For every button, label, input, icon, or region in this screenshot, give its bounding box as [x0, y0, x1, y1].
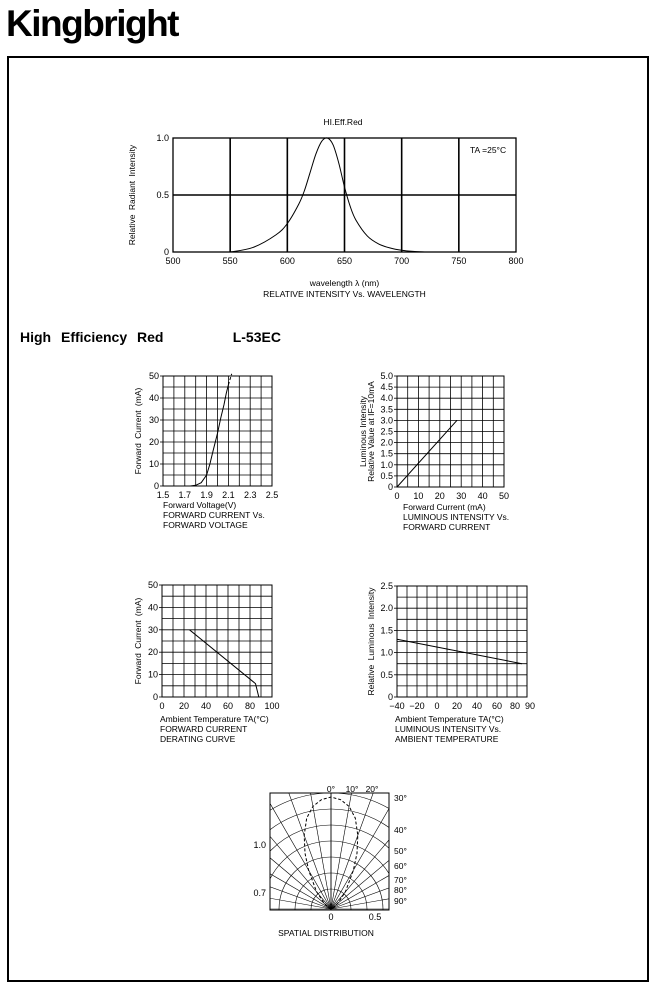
temp-ytick-label: 0 — [387, 692, 393, 702]
derating-ylabel: Forward Current (mA) — [133, 597, 143, 685]
derating-xtick-label: 40 — [200, 701, 212, 711]
spectrum-xtick-label: 650 — [336, 256, 353, 266]
li-ytick-label: 1.0 — [380, 459, 393, 470]
iv-caption: FORWARD VOLTAGE — [163, 520, 248, 530]
spectrum-xtick-label: 750 — [451, 256, 467, 266]
spatial-radial-line — [331, 809, 504, 909]
temp-xtick-label: −20 — [409, 701, 425, 711]
iv-caption: FORWARD CURRENT Vs. — [163, 510, 265, 520]
iv-xlabel: Forward Voltage(V) — [163, 500, 237, 510]
li-ytick-label: 3.0 — [380, 415, 393, 426]
iv-xtick-label: 2.5 — [265, 490, 279, 500]
temp-series-line-0 — [397, 639, 522, 663]
spectrum-ytick-label: 0 — [163, 247, 169, 257]
li-ytick-label: 2.5 — [380, 426, 393, 437]
derating-ytick-label: 50 — [147, 580, 158, 590]
iv-chart — [133, 371, 278, 530]
li-xtick-label: 50 — [498, 491, 510, 501]
spectrum-ytick-label: 1.0 — [156, 133, 169, 143]
iv-xtick-label: 2.1 — [222, 490, 235, 500]
temp-xtick-label: 20 — [451, 701, 463, 711]
iv-xtick-label: 2.3 — [243, 490, 257, 500]
li-xtick-label: 30 — [456, 491, 467, 501]
temp-caption: AMBIENT TEMPERATURE — [395, 734, 499, 744]
spectrum-annotation: TA =25°C — [470, 145, 507, 155]
derating-ytick-label: 0 — [152, 692, 158, 702]
li-ytick-label: 5.0 — [380, 371, 393, 381]
spatial-frame — [270, 793, 389, 910]
temp-ylabel: Relative Luminous Intensity — [366, 587, 376, 696]
spatial-radial-line — [158, 809, 331, 909]
temp-ytick-label: 0.5 — [380, 669, 393, 680]
spectrum-ytick-label: 0.5 — [156, 190, 169, 200]
temp-xtick-label: 40 — [471, 701, 483, 711]
temp-ytick-label: 1.5 — [380, 625, 393, 636]
derating-xtick-label: 100 — [264, 701, 280, 711]
spatial-caption: SPATIAL DISTRIBUTION — [278, 928, 374, 938]
spectrum-chart — [127, 117, 524, 299]
spatial-angle-label: 20° — [365, 784, 379, 794]
iv-ytick-label: 30 — [148, 415, 159, 425]
spatial-angle-label: 0° — [326, 784, 336, 794]
temp-xtick-label: 90 — [524, 701, 536, 711]
li-ylabel-line2: Relative Value at IF=10mA — [366, 381, 376, 482]
li-caption: LUMINOUS INTENSITY Vs. — [403, 512, 510, 522]
derating-caption: FORWARD CURRENT — [160, 724, 248, 734]
part-number: L-53EC — [232, 329, 281, 345]
brand-logo: Kingbright — [6, 3, 179, 44]
derating-ytick-label: 40 — [147, 602, 158, 613]
iv-ylabel: Forward Current (mA) — [133, 387, 143, 475]
spatial-angle-label: 60° — [394, 861, 407, 871]
li-caption: FORWARD CURRENT — [403, 522, 491, 532]
li-xtick-label: 20 — [434, 491, 445, 501]
section-title: High Efficiency Red — [20, 329, 164, 345]
spatial-angle-label: 90° — [394, 896, 407, 906]
spatial-radial-line — [331, 841, 519, 909]
derating-ytick-label: 10 — [147, 669, 158, 680]
iv-ytick-label: 20 — [148, 437, 159, 447]
derating-chart — [133, 580, 280, 744]
temp-caption: LUMINOUS INTENSITY Vs. — [395, 724, 502, 734]
li-ytick-label: 0.5 — [380, 470, 393, 481]
derating-ytick-label: 20 — [147, 647, 158, 658]
iv-ytick-label: 10 — [148, 459, 159, 469]
spatial-radial-line — [143, 841, 331, 909]
derating-xtick-label: 20 — [178, 701, 190, 711]
derating-xlabel: Ambient Temperature TA(°C) — [160, 714, 269, 724]
temp-xtick-label: 0 — [434, 701, 440, 711]
iv-xtick-label: 1.9 — [200, 490, 213, 500]
spatial-bottom-label: 0 — [328, 912, 334, 922]
li-ytick-label: 1.5 — [380, 448, 393, 459]
derating-caption: DERATING CURVE — [160, 734, 236, 744]
li-ylabel: Luminous Intensity — [358, 396, 368, 467]
temp-xtick-label: 80 — [509, 701, 521, 711]
li-ytick-label: 3.5 — [380, 404, 393, 415]
spatial-radial-label: 0.7 — [253, 888, 266, 898]
spatial-radial-line — [202, 756, 331, 909]
spectrum-ylabel: Relative Radiant Intensity — [127, 144, 137, 246]
li-ytick-label: 4.5 — [380, 382, 393, 393]
temp-xtick-label: −40 — [389, 701, 405, 711]
iv-ytick-label: 50 — [148, 371, 159, 381]
temp-ytick-label: 2.0 — [380, 603, 393, 614]
spatial-chart — [131, 709, 531, 994]
spatial-angle-label: 30° — [394, 793, 407, 803]
spectrum-xtick-label: 500 — [165, 256, 181, 266]
iv-ytick-label: 0 — [153, 481, 159, 491]
derating-xtick-label: 0 — [159, 701, 165, 711]
iv-xtick-label: 1.5 — [156, 490, 170, 500]
spectrum-xtick-label: 700 — [394, 256, 410, 266]
spectrum-title: HI.Eff.Red — [323, 117, 363, 127]
li-xtick-label: 0 — [394, 491, 400, 501]
li-xlabel: Forward Current (mA) — [403, 502, 486, 512]
iv-ytick-label: 40 — [148, 393, 159, 403]
spatial-angle-label: 10° — [345, 784, 359, 794]
derating-xtick-label: 80 — [244, 701, 256, 711]
spatial-radial-label: 1.0 — [253, 840, 266, 850]
iv-xtick-label: 1.7 — [178, 490, 192, 500]
derating-ytick-label: 30 — [147, 624, 158, 635]
iv-series-line-1 — [228, 374, 231, 385]
li-ytick-label: 0 — [387, 482, 393, 492]
li-ytick-label: 4.0 — [380, 393, 393, 404]
spectrum-xlabel: wavelength λ (nm) — [309, 278, 380, 288]
spatial-angle-label: 50° — [394, 846, 407, 856]
spatial-angle-label: 80° — [394, 885, 407, 895]
temp-chart — [366, 581, 535, 744]
temp-xlabel: Ambient Temperature TA(°C) — [395, 714, 504, 724]
spatial-bottom-label: 0.5 — [368, 912, 382, 922]
spectrum-xtick-label: 600 — [279, 256, 295, 266]
li-xtick-label: 10 — [413, 491, 424, 501]
li-ytick-label: 2.0 — [380, 437, 393, 448]
li-chart — [358, 371, 509, 532]
temp-ytick-label: 2.5 — [380, 581, 393, 591]
spectrum-xtick-label: 550 — [222, 256, 238, 266]
derating-xtick-label: 60 — [222, 701, 234, 711]
temp-ytick-label: 1.0 — [380, 647, 393, 658]
spatial-angle-label: 70° — [394, 875, 407, 885]
spectrum-caption: RELATIVE INTENSITY Vs. WAVELENGTH — [263, 289, 426, 299]
spatial-radial-line — [263, 721, 331, 909]
spectrum-xtick-label: 800 — [508, 256, 524, 266]
li-xtick-label: 40 — [477, 491, 488, 501]
spatial-grid — [131, 709, 531, 994]
temp-xtick-label: 60 — [491, 701, 503, 711]
spatial-angle-label: 40° — [394, 825, 407, 835]
